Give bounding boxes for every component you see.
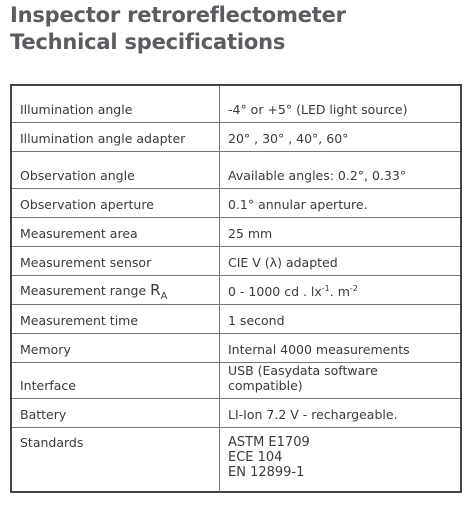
table-row — [11, 334, 461, 363]
table-row — [11, 152, 461, 189]
spec-value: CIE V (λ) adapted — [220, 247, 462, 276]
spec-label: Measurement sensor — [11, 247, 220, 276]
table-row — [11, 399, 461, 428]
spec-label: Observation angle — [11, 152, 220, 189]
range-exponent-1: -1 — [321, 283, 330, 293]
standard-item: ECE 104 — [228, 450, 283, 465]
spec-value: LI-Ion 7.2 V - rechargeable. — [220, 399, 462, 428]
spec-label: Battery — [11, 399, 220, 428]
table-row — [11, 305, 461, 334]
table-row — [11, 247, 461, 276]
spec-value: Internal 4000 measurements — [220, 334, 462, 363]
table-row — [11, 218, 461, 247]
spec-label: Illumination angle adapter — [11, 123, 220, 152]
ra-symbol-subscript: A — [160, 291, 168, 302]
spec-label: Measurement time — [11, 305, 220, 334]
standard-item: EN 12899-1 — [228, 465, 305, 480]
ra-symbol-letter: R — [150, 281, 161, 299]
range-exponent-2: -2 — [349, 283, 358, 293]
title-line-2: Technical specifications — [10, 30, 286, 54]
table-row — [11, 189, 461, 218]
range-unit-text: . m — [329, 284, 350, 299]
spec-label: Observation aperture — [11, 189, 220, 218]
standard-item: ASTM E1709 — [228, 435, 310, 450]
spec-label: Interface — [11, 363, 220, 399]
spec-value: -4° or +5° (LED light source) — [220, 85, 462, 123]
spec-label-text: Measurement range — [20, 283, 147, 298]
table-row — [11, 276, 461, 305]
page-title — [10, 2, 346, 56]
range-text: 0 - 1000 cd . lx — [228, 284, 322, 299]
spec-label: Measurement area — [11, 218, 220, 247]
table-row — [11, 363, 461, 399]
title-line-1: Inspector retroreflectometer — [10, 3, 346, 27]
spec-label: Illumination angle — [11, 85, 220, 123]
table-row — [11, 123, 461, 152]
ra-symbol — [150, 281, 168, 302]
spec-value: 25 mm — [220, 218, 462, 247]
spec-label-measurement-range — [11, 276, 220, 305]
specifications-table — [10, 84, 462, 493]
table-row — [11, 428, 461, 493]
spec-value-measurement-range — [220, 276, 462, 305]
table-row — [11, 85, 461, 123]
spec-value: 0.1° annular aperture. — [220, 189, 462, 218]
spec-value: 1 second — [220, 305, 462, 334]
spec-value: Available angles: 0.2°, 0.33° — [220, 152, 462, 189]
spec-value-standards — [220, 428, 462, 493]
spec-value: 20° , 30° , 40°, 60° — [220, 123, 462, 152]
spec-value: USB (Easydata software compatible) — [220, 363, 462, 399]
spec-label: Standards — [11, 428, 220, 493]
spec-label: Memory — [11, 334, 220, 363]
